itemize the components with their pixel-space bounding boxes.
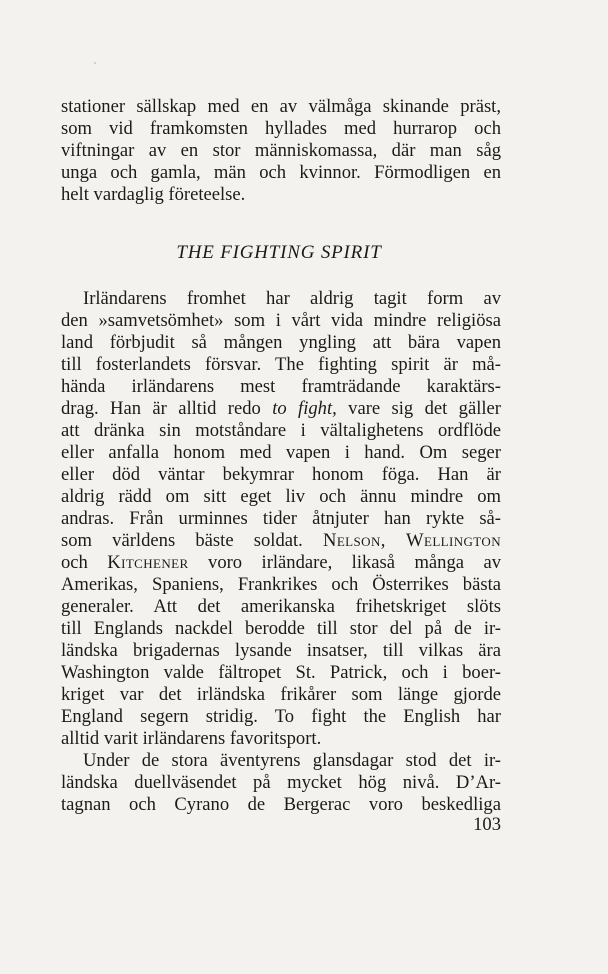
text-line [61, 530, 501, 552]
text-line: Amerikas, Spaniens, Frankrikes och Österrikes bästa [61, 574, 501, 595]
text-line: som vid framkomsten hyllades med hurrarop och [61, 118, 501, 139]
text-line [61, 398, 501, 420]
text-line: hända irländarens mest framträdande karaktärs- [61, 376, 501, 397]
text-run: som världens bäste soldat. [61, 530, 324, 551]
speck-mark [94, 62, 96, 64]
text-line: viftningar av en stor människomassa, där man såg [61, 140, 501, 161]
text-line [61, 552, 501, 574]
text-line: stationer sällskap med en av välmåga skinande präst, [61, 96, 501, 117]
text-line: den »samvetsömhet» som i vårt vida mindre religiösa [61, 310, 501, 331]
text-line: aldrig rädd om sitt eget liv och ännu mindre om [61, 486, 501, 507]
text-line: land förbjudit så mången yngling att bära vapen [61, 332, 501, 353]
text-line: att dränka sin motståndare i vältalighetens ordflöde [61, 420, 501, 441]
text-line: Washington valde fältropet St. Patrick, och i boer- [61, 662, 501, 683]
text-line: England segern stridig. To fight the English har [61, 706, 501, 727]
text-line: alltid varit irländarens favoritsport. [61, 728, 322, 749]
text-line: till fosterlandets försvar. The fighting spirit är må- [61, 354, 501, 375]
text-line: kriget var det irländska frikårer som länge gjorde [61, 684, 501, 705]
text-line: till Englands nackdel berodde till stor del på de ir- [61, 618, 501, 639]
text-line: tagnan och Cyrano de Bergerac voro beskedliga [61, 794, 501, 815]
text-line: Under de stora äventyrens glansdagar stod det ir- [83, 750, 501, 771]
section-heading: THE FIGHTING SPIRIT [176, 242, 382, 263]
text-line: ländska brigadernas lysande insatser, till vilkas ära [61, 640, 501, 661]
italic-phrase: to fight, [272, 398, 337, 419]
text-run: drag. Han är alltid redo [61, 398, 273, 419]
text-line: Irländarens fromhet har aldrig tagit form av [83, 288, 501, 309]
text-run: och [61, 552, 108, 573]
text-run: vare sig det gäller [336, 398, 501, 419]
text-line: generaler. Att det amerikanska frihetskriget slöts [61, 596, 501, 617]
text-line: eller död väntar bekymrar honom föga. Han är [61, 464, 501, 485]
text-run: voro irländare, likaså många av [188, 552, 501, 573]
text-line: eller anfalla honom med vapen i hand. Om seger [61, 442, 501, 463]
smallcaps-name: Kitchener [107, 552, 189, 573]
smallcaps-names: Nelson, Wellington [323, 530, 501, 551]
page-number: 103 [473, 814, 501, 835]
text-line: andras. Från urminnes tider åtnjuter han rykte så- [61, 508, 501, 529]
text-line: unga och gamla, män och kvinnor. Förmodligen en [61, 162, 501, 183]
text-line: ländska duellväsendet på mycket hög nivå. D’Ar- [61, 772, 501, 793]
text-line: helt vardaglig företeelse. [61, 184, 246, 205]
